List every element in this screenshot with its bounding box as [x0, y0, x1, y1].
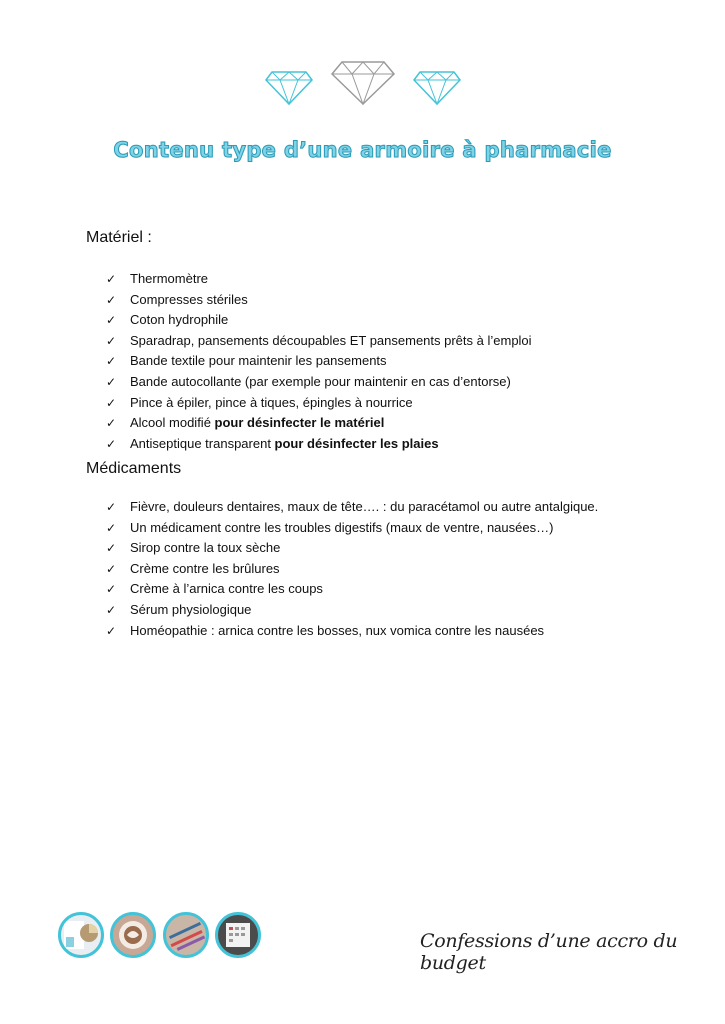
checkmark-icon: ✓ — [106, 374, 117, 389]
calendar-thumbnail — [215, 912, 261, 958]
section-heading: Matériel : — [86, 229, 152, 246]
list-item-text: Crème contre les brûlures — [130, 560, 280, 576]
checkmark-icon: ✓ — [106, 520, 117, 535]
list-item — [86, 621, 686, 642]
list-item — [86, 290, 686, 311]
list-item-text: Coton hydrophile — [130, 312, 229, 328]
footer-thumbnails — [58, 912, 263, 960]
list-item-text: Alcool modifié — [130, 415, 215, 431]
pencils-thumbnail — [163, 912, 209, 958]
list-item-text: Fièvre, douleurs dentaires, maux de tête…. : du paracétamol ou autre antalgique. — [130, 499, 599, 514]
checkmark-icon: ✓ — [106, 582, 117, 597]
checkmark-icon: ✓ — [106, 395, 117, 410]
list-item-text: Antiseptique transparent — [130, 435, 275, 451]
chart-thumbnail — [58, 912, 104, 958]
checklist — [86, 497, 686, 641]
checkmark-icon: ✓ — [106, 333, 117, 348]
list-item — [86, 600, 686, 621]
page-title: Contenu type d’une armoire à pharmacie — [113, 138, 612, 162]
checkmark-icon: ✓ — [106, 602, 117, 617]
checklist — [86, 269, 686, 454]
list-item-text: Thermomètre — [130, 271, 209, 286]
list-item — [86, 579, 686, 600]
list-item — [86, 331, 686, 352]
list-item-text: Compresses stériles — [130, 291, 248, 307]
checkmark-icon: ✓ — [106, 561, 117, 576]
list-item — [86, 269, 686, 290]
section-heading: Médicaments — [86, 460, 182, 477]
list-item — [86, 559, 686, 580]
checkmark-icon: ✓ — [106, 272, 117, 286]
list-item — [86, 413, 686, 434]
checkmark-icon: ✓ — [106, 292, 117, 307]
list-item — [86, 518, 686, 539]
list-item-text: Un médicament contre les troubles digestifs (maux de ventre, nausées…) — [130, 519, 554, 535]
list-item-emphasis: pour désinfecter les plaies — [274, 435, 439, 451]
checkmark-icon: ✓ — [106, 436, 117, 451]
list-item-text: Homéopathie : arnica contre les bosses, nux vomica contre les nausées — [130, 622, 545, 638]
diamond-icon — [266, 72, 312, 104]
checkmark-icon: ✓ — [106, 416, 117, 431]
list-item — [86, 310, 686, 331]
list-item-text: Sérum physiologique — [130, 601, 252, 617]
list-item — [86, 538, 686, 559]
list-item-text: Bande textile pour maintenir les pansements — [130, 353, 387, 369]
list-item-emphasis: pour désinfecter le matériel — [214, 415, 385, 431]
list-item-text: Sirop contre la toux sèche — [130, 540, 281, 556]
list-item — [86, 393, 686, 414]
section-medicaments — [86, 460, 686, 641]
list-item — [86, 497, 686, 518]
diamond-icon — [332, 62, 394, 104]
checkmark-icon: ✓ — [106, 313, 117, 328]
list-item-text: Sparadrap, pansements découpables ET pansements prêts à l’emploi — [130, 332, 532, 348]
checkmark-icon: ✓ — [106, 623, 117, 638]
brand-signature: Confessions d’une accro du budget — [420, 930, 678, 974]
coffee-thumbnail — [110, 912, 156, 958]
diamond-header — [0, 58, 725, 108]
list-item-text: Crème à l’arnica contre les coups — [130, 581, 323, 597]
list-item-text: Pince à épiler, pince à tiques, épingles à nourrice — [130, 394, 413, 410]
checkmark-icon: ✓ — [106, 500, 117, 514]
list-item-text: Bande autocollante (par exemple pour maintenir en cas d’entorse) — [130, 373, 511, 389]
checkmark-icon: ✓ — [106, 541, 117, 556]
section-materiel — [86, 229, 686, 454]
list-item — [86, 372, 686, 393]
checkmark-icon: ✓ — [106, 354, 117, 369]
list-item — [86, 351, 686, 372]
list-item — [86, 434, 686, 455]
diamond-icon — [414, 72, 460, 104]
